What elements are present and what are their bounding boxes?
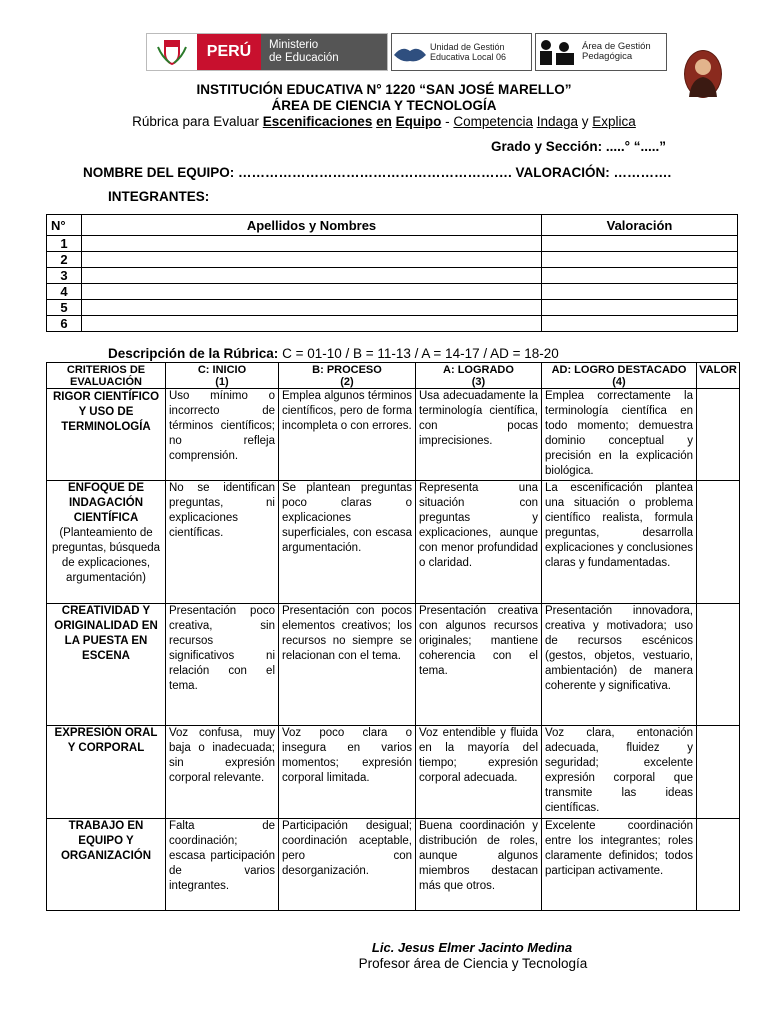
level-b-cell: Presentación con pocos elementos creativos; los recursos no siempre se relacionan con el tema. xyxy=(279,604,416,726)
member-name-cell[interactable] xyxy=(82,284,542,300)
level-a-cell: Presentación creativa con algunos recursos originales; mantiene coherencia con el tema. xyxy=(416,604,542,726)
rubric-table xyxy=(46,362,740,911)
level-b-cell: Se plantean preguntas poco claras o explicaciones superficiales, con escasa argumentación. xyxy=(279,481,416,604)
member-number: 6 xyxy=(47,316,82,332)
members-header-row xyxy=(47,215,738,236)
criterion-cell: EXPRESIÓN ORAL Y CORPORAL xyxy=(47,726,166,819)
member-number: 4 xyxy=(47,284,82,300)
level-b-cell: Participación desigual; coordinación aceptable, pero con desorganización. xyxy=(279,819,416,911)
header-criteria: CRITERIOS DE EVALUACIÓN xyxy=(47,363,166,389)
level-a-cell: Buena coordinación y distribución de roles, aunque algunos miembros destacan más que otros. xyxy=(416,819,542,911)
peru-label: PERÚ xyxy=(197,34,261,70)
level-a-cell: Representa una situación con preguntas y explicaciones, aunque con menor profundidad o claridad. xyxy=(416,481,542,604)
coat-of-arms-icon xyxy=(147,34,197,70)
level-a-cell: Voz entendible y fluida en la mayoría del tiempo; expresión corporal adecuada. xyxy=(416,726,542,819)
handshake-icon xyxy=(392,37,428,67)
level-b-cell: Emplea algunos términos científicos, pero de forma incompleta o con errores. xyxy=(279,389,416,481)
rubric-row xyxy=(47,726,740,819)
rubric-row xyxy=(47,389,740,481)
signature-name: Lic. Jesus Elmer Jacinto Medina xyxy=(371,940,573,955)
header-logrado: A: LOGRADO (3) xyxy=(416,363,542,389)
level-ad-cell: Presentación innovadora, creativa y motivadora; uso de recursos escénicos (gestos, objetos, vestuario, ambientación) de manera coherente y significativa. xyxy=(542,604,697,726)
rubric-header-row xyxy=(47,363,740,389)
people-icon xyxy=(536,37,578,67)
rubric-row xyxy=(47,481,740,604)
header-proceso: B: PROCESO (2) xyxy=(279,363,416,389)
level-c-cell: Presentación poco creativa, sin recursos significativos ni relación con el tema. xyxy=(166,604,279,726)
member-score-cell[interactable] xyxy=(542,236,738,252)
member-name-cell[interactable] xyxy=(82,236,542,252)
member-number: 5 xyxy=(47,300,82,316)
member-score-cell[interactable] xyxy=(542,252,738,268)
valor-cell[interactable] xyxy=(697,389,740,481)
area-title: ÁREA DE CIENCIA Y TECNOLOGÍA xyxy=(271,98,497,113)
agp-logo: Área de Gestión Pedagógica xyxy=(535,33,667,71)
header-inicio: C: INICIO (1) xyxy=(166,363,279,389)
level-ad-cell: Excelente coordinación entre los integrantes; roles claramente definidos; todos participan activamente. xyxy=(542,819,697,911)
ministerio-label: Ministerio de Educación xyxy=(261,34,387,70)
header-valor: VALOR xyxy=(697,363,740,389)
member-row xyxy=(47,268,738,284)
member-number: 3 xyxy=(47,268,82,284)
criterion-cell: RIGOR CIENTÍFICO Y USO DE TERMINOLOGÍA xyxy=(47,389,166,481)
valor-cell[interactable] xyxy=(697,481,740,604)
members-table xyxy=(46,214,738,332)
member-score-cell[interactable] xyxy=(542,284,738,300)
level-ad-cell: Voz clara, entonación adecuada, fluidez y seguridad; excelente expresión corporal que transmite las ideas científicas. xyxy=(542,726,697,819)
level-c-cell: Voz confusa, muy baja o inadecuada; sin expresión corporal relevante. xyxy=(166,726,279,819)
institution-title: INSTITUCIÓN EDUCATIVA N° 1220 “SAN JOSÉ MARELLO” xyxy=(196,82,572,97)
member-score-cell[interactable] xyxy=(542,316,738,332)
member-name-cell[interactable] xyxy=(82,268,542,284)
criterion-cell: TRABAJO EN EQUIPO Y ORGANIZACIÓN xyxy=(47,819,166,911)
rubric-subtitle: Rúbrica para Evaluar Escenificaciones en Equipo - Competencia Indaga y Explica xyxy=(132,114,636,129)
ugel-logo: Unidad de Gestión Educativa Local 06 xyxy=(391,33,532,71)
level-ad-cell: La escenificación plantea una situación o problema científico realista, formula preguntas, desarrolla explicaciones y conclusiones claras y fundamentadas. xyxy=(542,481,697,604)
header-destacado: AD: LOGRO DESTACADO (4) xyxy=(542,363,697,389)
member-name-cell[interactable] xyxy=(82,300,542,316)
member-score-cell[interactable] xyxy=(542,268,738,284)
level-c-cell: No se identifican preguntas, ni explicaciones científicas. xyxy=(166,481,279,604)
rubric-row xyxy=(47,604,740,726)
criterion-cell: CREATIVIDAD Y ORIGINALIDAD EN LA PUESTA EN ESCENA xyxy=(47,604,166,726)
level-ad-cell: Emplea correctamente la terminología científica en todo momento; demuestra dominio conceptual y precisión en la explicación biológica. xyxy=(542,389,697,481)
member-name-cell[interactable] xyxy=(82,252,542,268)
members-header-score: Valoración xyxy=(542,215,738,236)
description-scale: C = 01-10 / B = 11-13 / A = 14-17 / AD = 18-20 xyxy=(282,346,559,361)
level-c-cell: Falta de coordinación; escasa participación de varios integrantes. xyxy=(166,819,279,911)
valor-cell[interactable] xyxy=(697,726,740,819)
member-score-cell[interactable] xyxy=(542,300,738,316)
member-row xyxy=(47,284,738,300)
rubric-description xyxy=(108,346,559,361)
valor-cell[interactable] xyxy=(697,604,740,726)
signature-role: Profesor área de Ciencia y Tecnología xyxy=(358,956,588,971)
description-label: Descripción de la Rúbrica: xyxy=(108,346,279,361)
level-c-cell: Uso mínimo o incorrecto de términos científicos; no refleja comprensión. xyxy=(166,389,279,481)
member-row xyxy=(47,316,738,332)
members-header-number: N° xyxy=(47,215,82,236)
member-row xyxy=(47,252,738,268)
level-b-cell: Voz poco clara o insegura en varios momentos; expresión corporal limitada. xyxy=(279,726,416,819)
member-name-cell[interactable] xyxy=(82,316,542,332)
member-row xyxy=(47,236,738,252)
member-row xyxy=(47,300,738,316)
member-number: 2 xyxy=(47,252,82,268)
member-number: 1 xyxy=(47,236,82,252)
peru-minedu-logo xyxy=(146,33,388,71)
valor-cell[interactable] xyxy=(697,819,740,911)
grade-section-field: Grado y Sección: .....° “.....” xyxy=(491,139,666,154)
rubric-row xyxy=(47,819,740,911)
criterion-cell: ENFOQUE DE INDAGACIÓN CIENTÍFICA (Planteamiento de preguntas, búsqueda de explicaciones, argumentación) xyxy=(47,481,166,604)
members-header-names: Apellidos y Nombres xyxy=(82,215,542,236)
level-a-cell: Usa adecuadamente la terminología científica, con pocas imprecisiones. xyxy=(416,389,542,481)
members-label: INTEGRANTES: xyxy=(108,189,210,204)
team-name-field: NOMBRE DEL EQUIPO: ……………………………………………………. VALORACIÓN: …………. xyxy=(83,165,672,180)
